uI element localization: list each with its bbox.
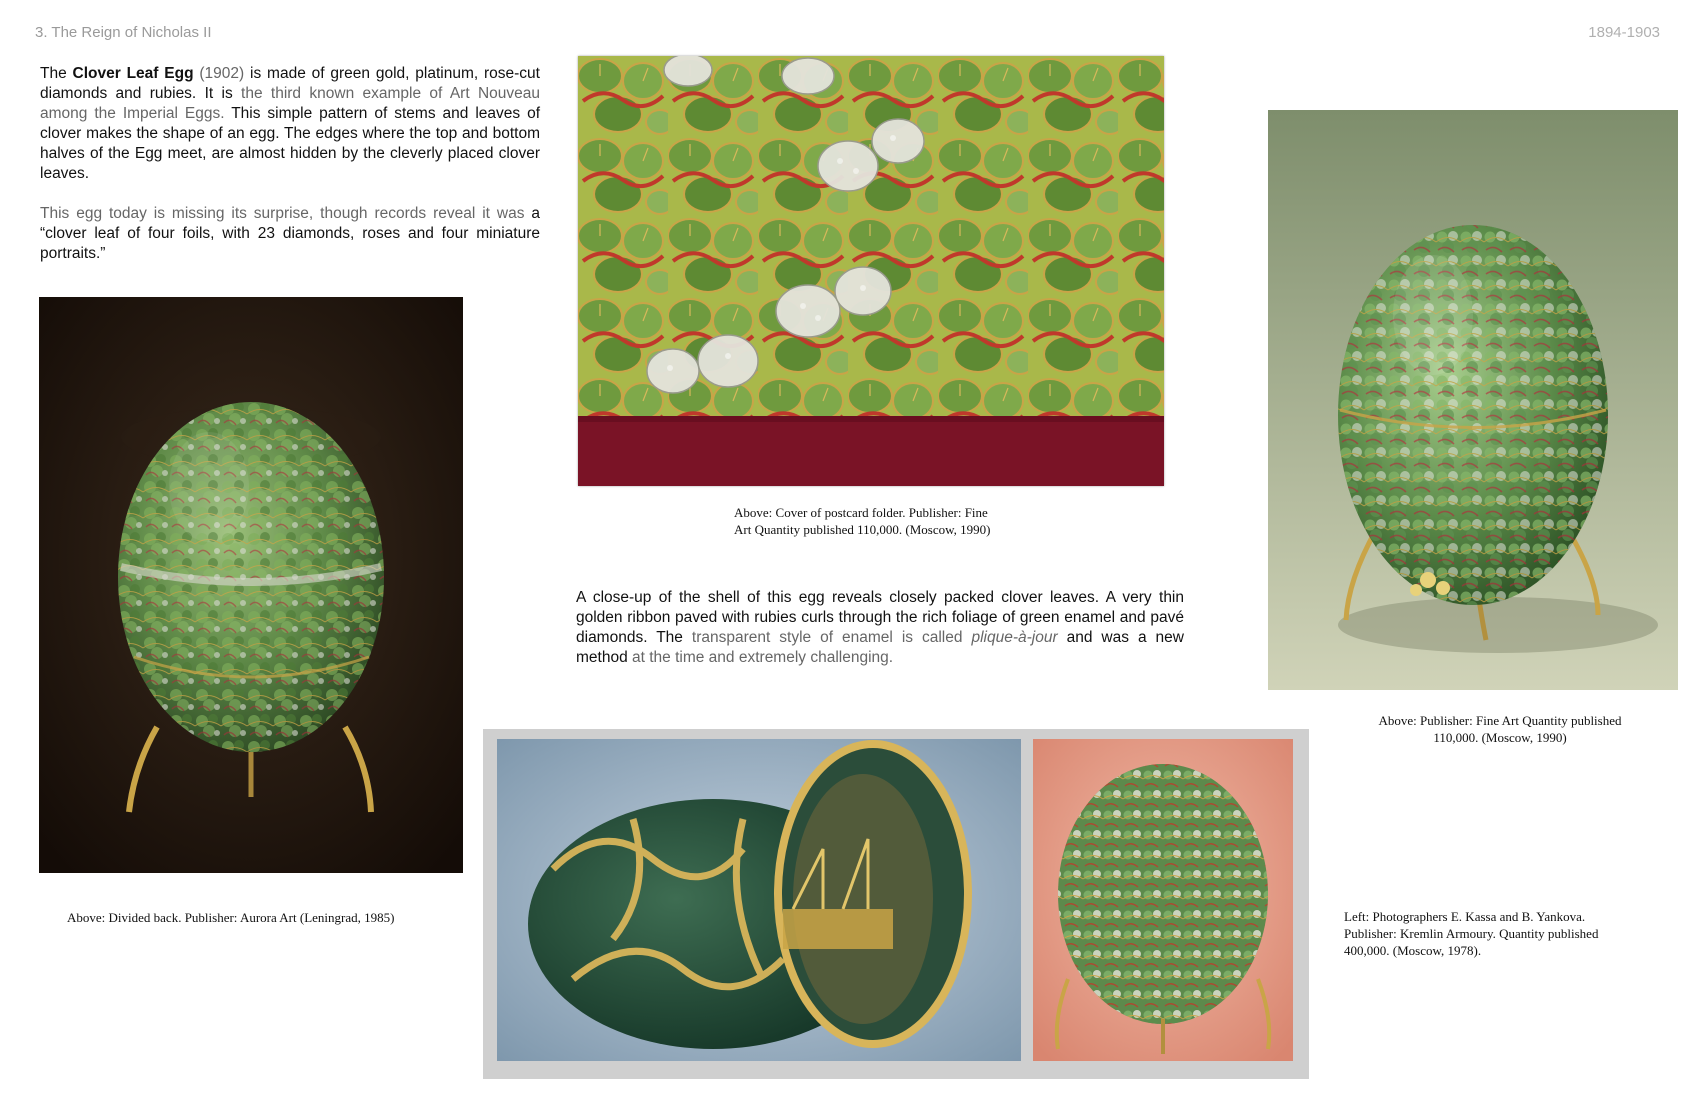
intro-prefix: The	[40, 65, 73, 82]
intro-art-nouveau: the third known example of Art Nouveau among the Imperial Eggs.	[40, 85, 540, 122]
surprise-record: a “clover leaf of four foils, with 23 diamonds, roses and four miniature portraits.”	[40, 205, 540, 262]
closeup-enamel-style: transparent style of enamel is called	[691, 629, 972, 646]
closeup-new-method: and was a new method	[576, 629, 1184, 666]
closeup-text-block	[576, 588, 1184, 668]
closeup-plique-a-jour: plique-à-jour	[971, 629, 1058, 646]
closeup-description: A close-up of the shell of this egg reveals closely packed clover leaves. A very thin golden ribbon paved with rubies curls through the rich foliage of green enamel and pavé diamonds. The	[576, 589, 1184, 646]
caption-bottom-line-2: Publisher: Kremlin Armoury. Quantity published	[1344, 926, 1599, 941]
caption-fine-art-egg	[1330, 712, 1670, 746]
intro-pattern: This simple pattern of stems and leaves of clover makes the shape of an egg. The edges where the top and bottom halves of the Egg meet, are almost hidden by the cleverly placed clover leaves.	[40, 105, 541, 182]
intro-text-block	[40, 64, 540, 264]
intro-paragraph-2	[40, 204, 540, 264]
photo-fine-art-egg	[1268, 110, 1678, 690]
caption-bottom-line-3: 400,000. (Moscow, 1978).	[1344, 943, 1482, 958]
egg-year: (1902)	[193, 65, 245, 82]
intro-materials: is made of green gold, platinum, rose-cut diamonds and rubies. It is	[40, 65, 540, 102]
chapter-title: 3. The Reign of Nicholas II	[35, 24, 212, 41]
photo-postcard-folder-cover	[578, 56, 1164, 486]
caption-folder-line-2: Art Quantity published 110,000. (Moscow, 1990)	[734, 522, 991, 537]
intro-paragraph-1	[40, 64, 540, 184]
caption-right-line-1: Above: Publisher: Fine Art Quantity published	[1378, 713, 1622, 728]
caption-folder-line-1: Above: Cover of postcard folder. Publisher: Fine	[734, 505, 988, 520]
photo-divided-back-egg	[39, 297, 463, 873]
caption-bottom-line-1: Left: Photographers E. Kassa and B. Yankova.	[1344, 909, 1586, 924]
caption-divided-back: Above: Divided back. Publisher: Aurora Art (Leningrad, 1985)	[67, 910, 395, 925]
egg-name: Clover Leaf Egg	[72, 65, 194, 82]
caption-right-line-2: 110,000. (Moscow, 1990)	[1433, 730, 1567, 745]
year-range: 1894-1903	[1588, 24, 1660, 41]
caption-folder-cover	[734, 504, 1054, 538]
closeup-paragraph	[576, 588, 1184, 668]
photo-kremlin-armoury-card	[483, 729, 1309, 1079]
surprise-missing: This egg today is missing its surprise, though records reveal it was	[40, 205, 525, 222]
closeup-challenging: at the time and extremely challenging.	[627, 649, 894, 666]
caption-kremlin-armoury	[1344, 908, 1684, 959]
